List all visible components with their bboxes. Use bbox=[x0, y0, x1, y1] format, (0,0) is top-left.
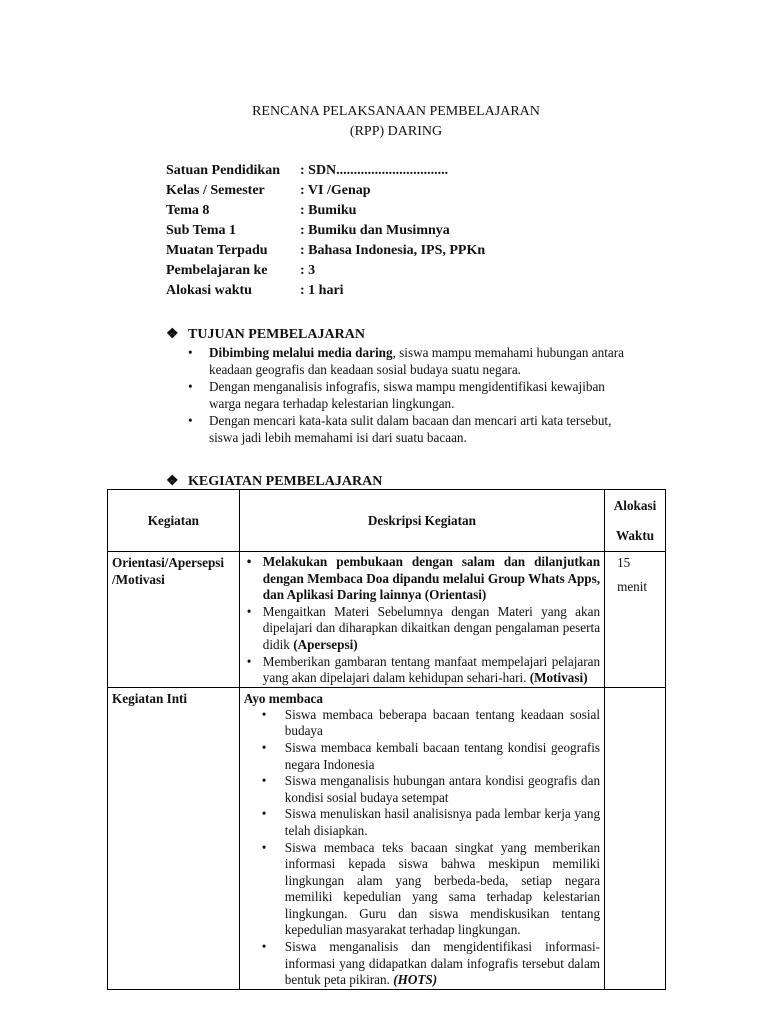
row-deskripsi-cell bbox=[239, 552, 604, 688]
bullet-icon: • bbox=[246, 603, 252, 619]
bullet-icon: • bbox=[261, 806, 267, 822]
diamond-bullet-icon: ❖ bbox=[166, 474, 179, 489]
list-item: • Melakukan pembukaan dengan salam dan dilanjutkan dengan Membaca Doa dipandu melalui Group Whats Apps, dan Aplikasi Daring lainnya (Orientasi) bbox=[246, 554, 601, 603]
bullet-icon: • bbox=[261, 939, 267, 955]
list-item: • Siswa membaca kembali bacaan tentang kondisi geografis negara Indonesia bbox=[261, 739, 601, 772]
document-title: RENCANA PELAKSANAAN PEMBELAJARAN bbox=[252, 104, 540, 119]
activity-list bbox=[244, 554, 600, 687]
row-alokasi-cell bbox=[605, 687, 666, 989]
row-kegiatan-cell: Kegiatan Inti bbox=[108, 687, 240, 989]
list-item: • Siswa menganalisis dan mengidentifikasi informasi-informasi yang didapatkan dalam infografis tersebut dalam bentuk peta pikiran. (HOTS) bbox=[261, 939, 601, 988]
diamond-bullet-icon: ❖ bbox=[166, 327, 179, 342]
info-row: Tema 8 : Bumiku bbox=[166, 203, 357, 218]
info-row: Satuan Pendidikan : SDN................................ bbox=[166, 163, 449, 178]
list-item: • Dengan mencari kata-kata sulit dalam bacaan dan mencari arti kata tersebut, siswa jadi lebih memahami isi dari suatu bacaan. bbox=[188, 413, 612, 445]
info-row: Alokasi waktu : 1 hari bbox=[166, 283, 344, 298]
info-row: Kelas / Semester : VI /Genap bbox=[166, 183, 371, 198]
document-subtitle: (RPP) DARING bbox=[349, 124, 443, 139]
info-row: Muatan Terpadu : Bahasa Indonesia, IPS, PPKn bbox=[166, 243, 486, 258]
list-item: • Dengan menganalisis infografis, siswa mampu mengidentifikasi kewajiban warga negara terhadap kelestarian lingkungan. bbox=[188, 379, 605, 411]
row-alokasi-cell: 15 menit bbox=[605, 552, 666, 688]
activity-table bbox=[107, 489, 666, 990]
subheading: Ayo membaca bbox=[243, 690, 324, 706]
row-kegiatan-cell: Orientasi/Apersepsi /Motivasi bbox=[108, 552, 240, 688]
objectives-list bbox=[188, 344, 628, 446]
column-header-alokasi: Alokasi Waktu bbox=[605, 490, 666, 552]
list-item: • Siswa menganalisis hubungan antara kondisi geografis dan kondisi sosial budaya setempat bbox=[261, 773, 601, 805]
bullet-icon: • bbox=[261, 739, 267, 755]
row-deskripsi-cell bbox=[239, 687, 604, 989]
bullet-icon: • bbox=[246, 554, 252, 569]
column-header-deskripsi: Deskripsi Kegiatan bbox=[239, 490, 604, 552]
info-row: Sub Tema 1 : Bumiku dan Musimnya bbox=[166, 223, 450, 238]
table-header-row bbox=[108, 490, 666, 552]
bullet-icon: • bbox=[188, 413, 193, 428]
bullet-icon: • bbox=[246, 653, 252, 669]
bullet-icon: • bbox=[261, 839, 267, 855]
bullet-icon: • bbox=[261, 773, 267, 789]
table-row bbox=[108, 687, 666, 989]
activity-list bbox=[244, 707, 600, 989]
bullet-icon: • bbox=[261, 706, 267, 722]
identity-block bbox=[166, 161, 485, 301]
info-row: Pembelajaran ke : 3 bbox=[166, 263, 316, 278]
tujuan-heading: ❖ TUJUAN PEMBELAJARAN bbox=[166, 327, 365, 342]
list-item: • Dibimbing melalui media daring, siswa mampu memahami hubungan antara keadaan geografis dan keadaan sosial budaya suatu negara. bbox=[188, 345, 625, 377]
list-item: • Siswa menuliskan hasil analisisnya pada lembar kerja yang telah disiapkan. bbox=[261, 806, 601, 838]
list-item: • Mengaitkan Materi Sebelumnya dengan Materi yang akan dipelajari dan diharapkan dikaitkan dengan pengalaman peserta didik (Apersepsi) bbox=[246, 603, 601, 652]
table-row bbox=[108, 552, 666, 688]
kegiatan-heading: ❖ KEGIATAN PEMBELAJARAN bbox=[166, 474, 383, 489]
bullet-icon: • bbox=[188, 345, 193, 360]
list-item: • Memberikan gambaran tentang manfaat mempelajari pelajaran yang akan dipelajari dalam kehidupan sehari-hari. (Motivasi) bbox=[246, 653, 601, 686]
bullet-icon: • bbox=[188, 379, 193, 394]
list-item: • Siswa membaca teks bacaan singkat yang memberikan informasi kepada siswa bahwa meskipun memiliki lingkungan alam yang berbeda-beda, setiap negara memiliki kepedulian yang sama terhadap kelestarian lingkungan. Guru dan siswa mendiskusikan tentang kepedulian masyarakat terhadap lingkungan. bbox=[261, 839, 601, 938]
column-header-kegiatan: Kegiatan bbox=[108, 490, 240, 552]
list-item: • Siswa membaca beberapa bacaan tentang keadaan sosial budaya bbox=[261, 706, 601, 739]
